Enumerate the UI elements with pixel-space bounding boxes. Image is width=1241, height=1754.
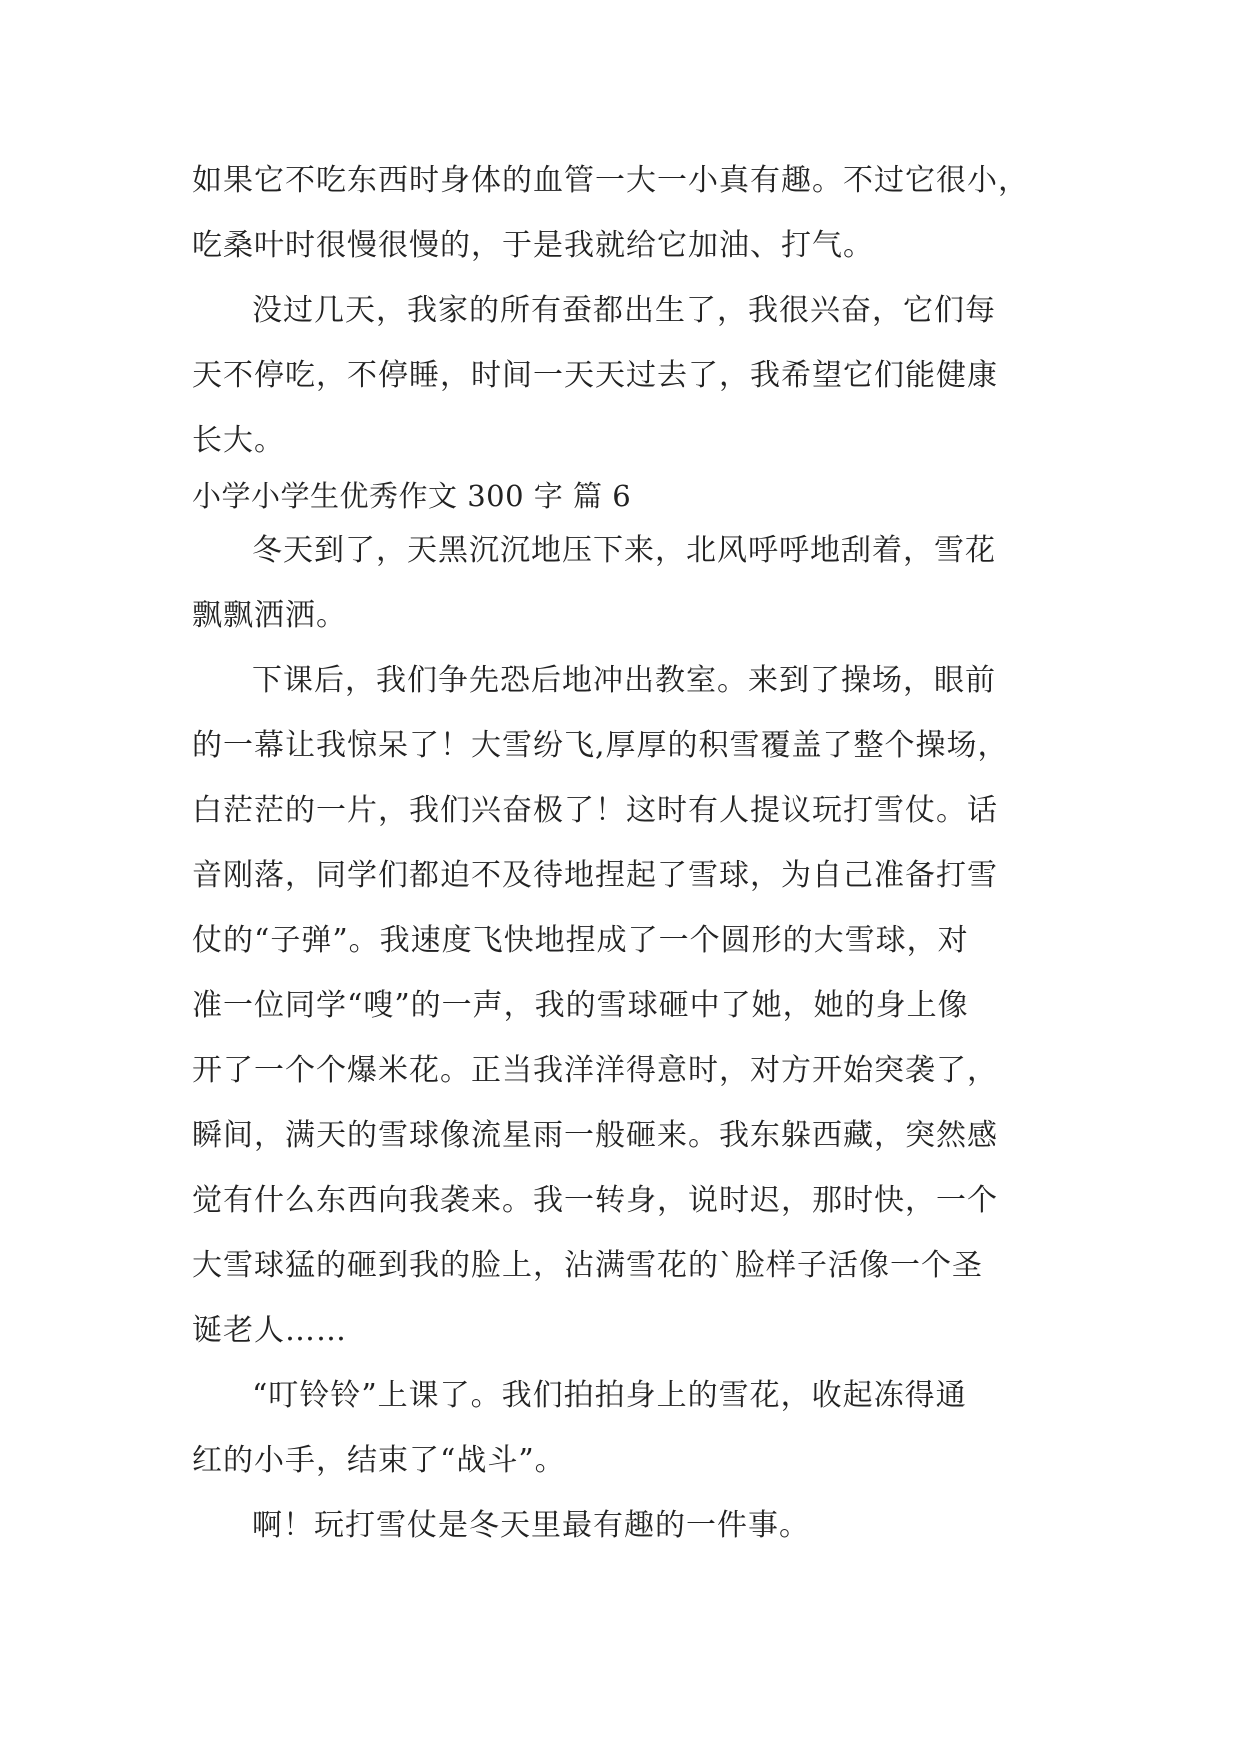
- paragraph-start-line: 下课后，我们争先恐后地冲出教室。来到了操场，眼前: [252, 663, 996, 698]
- text-line: 瞬间，满天的雪球像流星雨一般砸来。我东躲西藏，突然感: [192, 1118, 998, 1153]
- text-line: 大雪球猛的砸到我的脸上，沾满雪花的`脸样子活像一个圣: [192, 1248, 983, 1283]
- text-line: 觉有什么东西向我袭来。我一转身，说时迟，那时快，一个: [192, 1183, 998, 1218]
- paragraph-start-line: 啊！玩打雪仗是冬天里最有趣的一件事。: [252, 1508, 810, 1543]
- text-line: 诞老人……: [192, 1313, 347, 1348]
- text-line: 红的小手，结束了“战斗”。: [192, 1443, 566, 1478]
- text-line: 仗的“子弹”。我速度飞快地捏成了一个圆形的大雪球，对: [192, 923, 969, 958]
- text-line: 吃桑叶时很慢很慢的，于是我就给它加油、打气。: [192, 228, 874, 263]
- text-line: 的一幕让我惊呆了！大雪纷飞,厚厚的积雪覆盖了整个操场，: [192, 728, 1009, 763]
- text-line: 如果它不吃东西时身体的血管一大一小真有趣。不过它很小，: [192, 163, 1029, 198]
- paragraph-start-line: 冬天到了，天黑沉沉地压下来，北风呼呼地刮着，雪花: [252, 533, 996, 568]
- text-line: 准一位同学“嗖”的一声，我的雪球砸中了她，她的身上像: [192, 988, 969, 1023]
- text-line: 天不停吃，不停睡，时间一天天过去了，我希望它们能健康: [192, 358, 998, 393]
- text-line: 音刚落，同学们都迫不及待地捏起了雪球，为自己准备打雪: [192, 858, 998, 893]
- paragraph-start-line: 没过几天，我家的所有蚕都出生了，我很兴奋，它们每: [252, 293, 996, 328]
- text-line: 长大。: [192, 423, 285, 458]
- paragraph-start-line: “叮铃铃”上课了。我们拍拍身上的雪花，收起冻得通: [252, 1378, 967, 1413]
- text-line: 飘飘洒洒。: [192, 598, 347, 633]
- section-heading: 小学小学生优秀作文 300 字 篇 6: [192, 479, 632, 513]
- text-line: 开了一个个爆米花。正当我洋洋得意时，对方开始突袭了，: [192, 1053, 998, 1088]
- text-line: 白茫茫的一片，我们兴奋极了！这时有人提议玩打雪仗。话: [192, 793, 998, 828]
